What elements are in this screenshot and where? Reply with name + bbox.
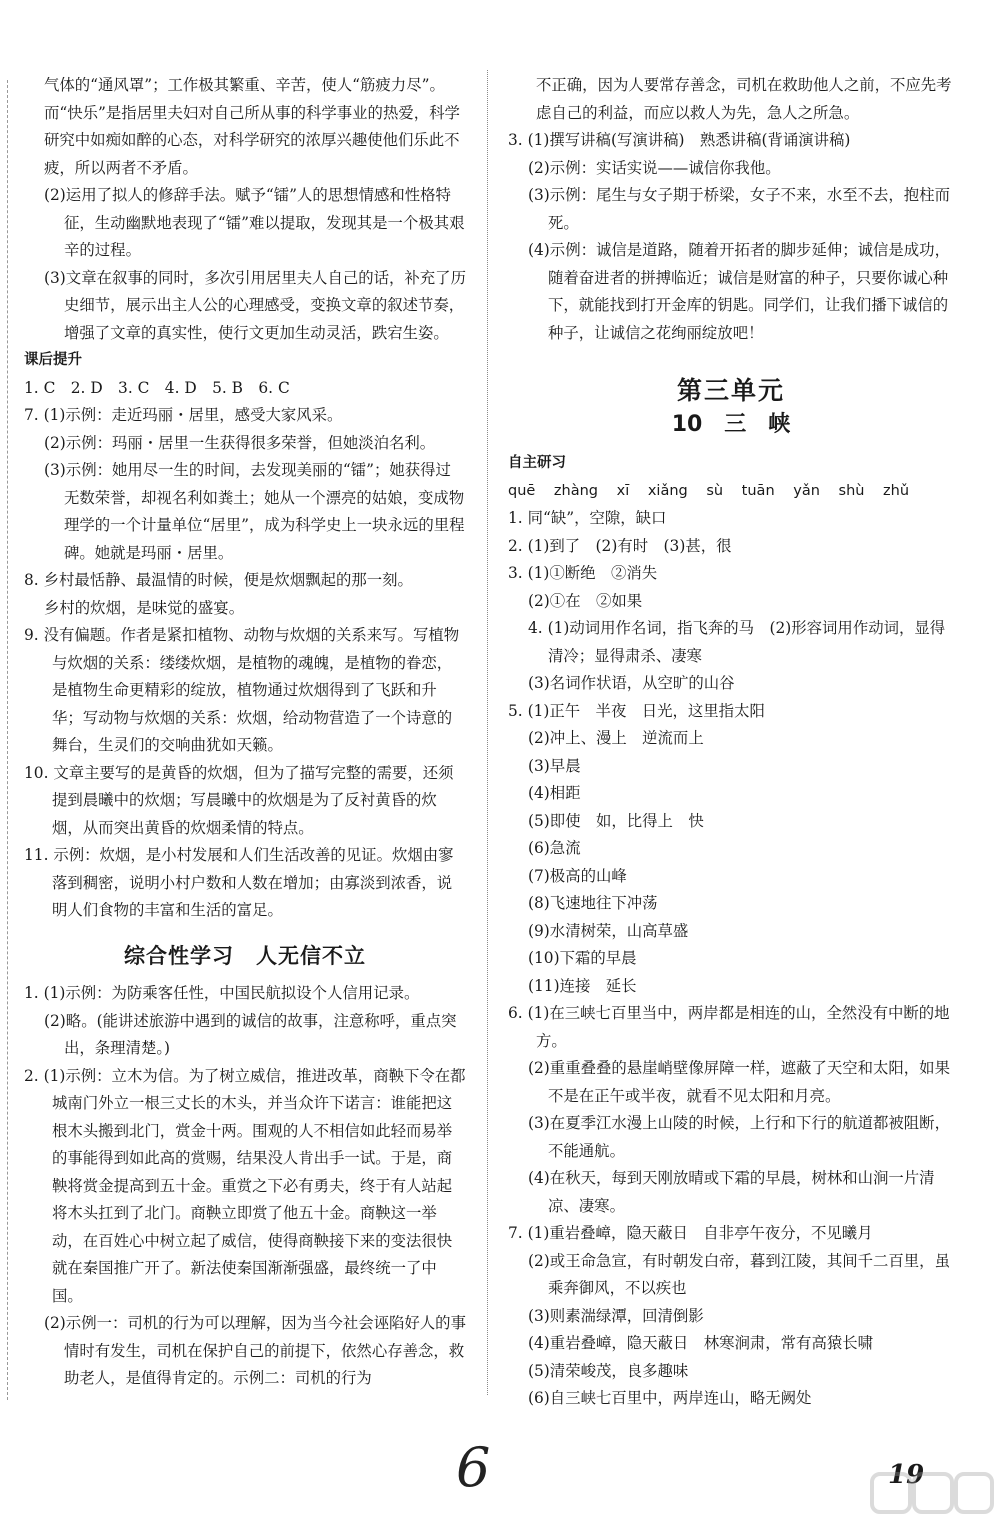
answer-line: (9)水清树荣，山高草盛 (528, 921, 689, 940)
answer-paragraph: (4)示例：诚信是道路，随着开拓者的脚步延伸；诚信是成功，随着奋进者的拼搏临近；诚信是财富的种子，只要你诚心种下，就能找到打开金库的钥匙。同学们，让我们播下诚信的种子，让诚信之花绚丽绽放吧！ (528, 241, 950, 342)
section-heading-zizhu: 自主研习 (508, 455, 566, 471)
answer-line: (4)重岩叠嶂，隐天蔽日 林寒涧肃，常有高猿长啸 (528, 1334, 874, 1352)
column-divider (487, 70, 488, 1395)
answer-paragraph: (4)在秋天，每到天刚放晴或下霜的早晨，树林和山涧一片清凉、凄寒。 (528, 1169, 935, 1215)
answer-line: 7. (1)示例：走近玛丽・居里，感受大家风采。 (24, 406, 343, 424)
section-heading-kehou: 课后提升 (24, 352, 82, 368)
answer-line: 2. (1)到了 (2)有时 (3)甚，很 (508, 536, 732, 555)
answer-line: (7)极高的山峰 (528, 866, 627, 885)
answer-paragraph: (3)文章在叙事的同时，多次引用居里夫人自己的话，补充了历史细节，展示出主人公的心理感受，变换文章的叙述节奏，增强了文章的真实性，使行文更加生动灵活，跌宕生姿。 (44, 268, 466, 342)
answer-line: 3. (1)①断绝 ②消失 (508, 564, 658, 582)
answer-paragraph: 9. 没有偏题。作者是紧扣植物、动物与炊烟的关系来写。写植物与炊烟的关系：缕缕炊烟，是植物的魂魄，是植物的眷恋，是植物生命更精彩的绽放，植物通过炊烟得到了飞跃和升华；写动物与炊烟的关系：炊烟，给动物营造了一个诗意的舞台，生灵们的交响曲犹如天籁。 (24, 626, 460, 754)
answer-line: (3)名词作状语，从空旷的山谷 (528, 674, 735, 692)
answer-paragraph: 2. (1)示例：立木为信。为了树立威信，推进改革，商鞅下令在都城南门外立一根三丈长的木头，并当众许下诺言：谁能把这根木头搬到北门，赏金十两。围观的人不相信如此轻而易举的事能得到如此高的赏赐，结果没人肯出手一试。于是，商鞅将赏金提高到五十金。重赏之下必有勇夫，终于有人站起将木头扛到了北门。商鞅立即赏了他五十金。商鞅这一举动，在百姓心中树立起了威信，使得商鞅接下来的变法很快就在秦国推广开了。新法使秦国渐渐强盛，最终统一了中国。 (24, 1066, 466, 1305)
answer-line: 1. 同“缺”，空隙，缺口 (508, 509, 667, 527)
section-title-zonghe: 综合性学习 人无信不立 (124, 943, 366, 968)
answer-line: (6)自三峡七百里中，两岸连山，略无阙处 (528, 1389, 812, 1407)
answer-line: 5. (1)正午 半夜 日光，这里指太阳 (508, 701, 765, 720)
watermark-logo (870, 1470, 995, 1522)
answer-paragraph: (3)在夏季江水漫上山陵的时候，上行和下行的航道都被阻断，不能通航。 (528, 1114, 950, 1160)
answer-line: (5)清荣峻茂，良多趣味 (528, 1361, 689, 1380)
answer-line: 3. (1)撰写讲稿(写演讲稿) 熟悉讲稿(背诵演讲稿) (508, 131, 851, 149)
answer-paragraph: (2)运用了拟人的修辞手法。赋予“镭”人的思想情感和性格特征，生动幽默地表现了“镭”难以提取，发现其是一个极其艰辛的过程。 (44, 186, 465, 259)
answer-line: 8. 乡村最恬静、最温情的时候，便是炊烟飘起的那一刻。 (24, 571, 413, 589)
answer-line: (8)飞速地往下冲荡 (528, 894, 658, 912)
answer-line: 乡村的炊烟，是味觉的盛宴。 (44, 598, 245, 617)
answer-paragraph: 气体的“通风罩”；工作极其繁重、辛苦，使人“筋疲力尽”。而“快乐”是指居里夫妇对自己所从事的科学事业的热爱，科学研究中如痴如醉的心态，对科学研究的浓厚兴趣使他们乐此不疲，所以两者不矛盾。 (44, 76, 460, 177)
answer-paragraph: (2)重重叠叠的悬崖峭壁像屏障一样，遮蔽了天空和太阳，如果不是在正午或半夜，就看不见太阳和月亮。 (528, 1059, 950, 1105)
answer-line: (2)示例：实话实说——诚信你我他。 (528, 158, 781, 177)
answer-paragraph: 11. 示例：炊烟，是小村发展和人们生活改善的见证。炊烟由寥落到稠密，说明小村户数和人数在增加；由寡淡到浓香，说明人们食物的丰富和生活的富足。 (24, 846, 454, 919)
answer-line: 1. (1)示例：为防乘客任性，中国民航拟设个人信用记录。 (24, 984, 420, 1002)
binding-margin-line (7, 80, 8, 1400)
answer-line: (2)冲上、漫上 逆流而上 (528, 729, 704, 747)
lesson-title: 10 三 峡 (671, 411, 791, 437)
answer-paragraph: (3)示例：她用尽一生的时间，去发现美丽的“镭”；她获得过无数荣誉，却视名利如粪土；她从一个漂亮的姑娘，变成物理学的一个计量单位“居里”，成为科学史上一块永远的里程碑。她就是玛丽・居里。 (44, 461, 465, 562)
page-number: 19 (888, 1460, 925, 1490)
answer-line: (4)相距 (528, 784, 581, 802)
unit-title: 第三单元 (676, 376, 785, 405)
answer-line: (6)急流 (528, 839, 581, 857)
answer-line: (3)早晨 (528, 756, 581, 775)
answer-paragraph: 不正确，因为人要常存善念，司机在救助他人之前，不应先考虑自己的利益，而应以救人为先，急人之所急。 (536, 76, 952, 122)
right-column (508, 72, 954, 1413)
answer-paragraph: 6. (1)在三峡七百里当中，两岸都是相连的山，全然没有中断的地方。 (508, 1004, 950, 1050)
answer-line: (3)则素湍绿潭，回清倒影 (528, 1306, 704, 1325)
answer-paragraph: (2)示例一：司机的行为可以理解，因为当今社会诬陷好人的事情时有发生，司机在保护自己的前提下，依然心存善念，救助老人，是值得肯定的。示例二：司机的行为 (44, 1314, 466, 1387)
answer-line: (2)①在 ②如果 (528, 591, 643, 610)
answer-paragraph: 4. (1)动词用作名词，指飞奔的马 (2)形容词用作动词，显得清冷；显得肃杀、凄寒 (528, 619, 946, 665)
answer-line: (5)即使 如，比得上 快 (528, 811, 704, 830)
pinyin-line: quē zhàng xī xiǎng sù tuān yǎn shù zhǔ (508, 482, 910, 499)
answer-line: 7. (1)重岩叠嶂，隐天蔽日 自非亭午夜分，不见曦月 (508, 1224, 873, 1242)
answer-paragraph: 10. 文章主要写的是黄昏的炊烟，但为了描写完整的需要，还须提到晨曦中的炊烟；写晨曦中的炊烟是为了反衬黄昏的炊烟，从而突出黄昏的炊烟柔情的特点。 (24, 763, 454, 837)
handwritten-mark: 6 (456, 1436, 491, 1499)
answer-line: (10)下霜的早晨 (528, 949, 637, 967)
answer-paragraph: (3)示例：尾生与女子期于桥梁，女子不来，水至不去，抱柱而死。 (528, 186, 950, 232)
left-column (24, 72, 466, 1393)
answer-paragraph: (2)或王命急宣，有时朝发白帝，暮到江陵，其间千二百里，虽乘奔御风，不以疾也 (528, 1251, 950, 1297)
answer-paragraph: (2)示例：玛丽・居里一生获得很多荣誉，但她淡泊名利。 (44, 433, 436, 452)
answer-line: 1. C 2. D 3. C 4. D 5. B 6. C (24, 378, 290, 397)
answer-line: (11)连接 延长 (528, 976, 637, 995)
answer-paragraph: (2)略。(能讲述旅游中遇到的诚信的故事，注意称呼，重点突出，条理清楚。) (44, 1011, 457, 1057)
